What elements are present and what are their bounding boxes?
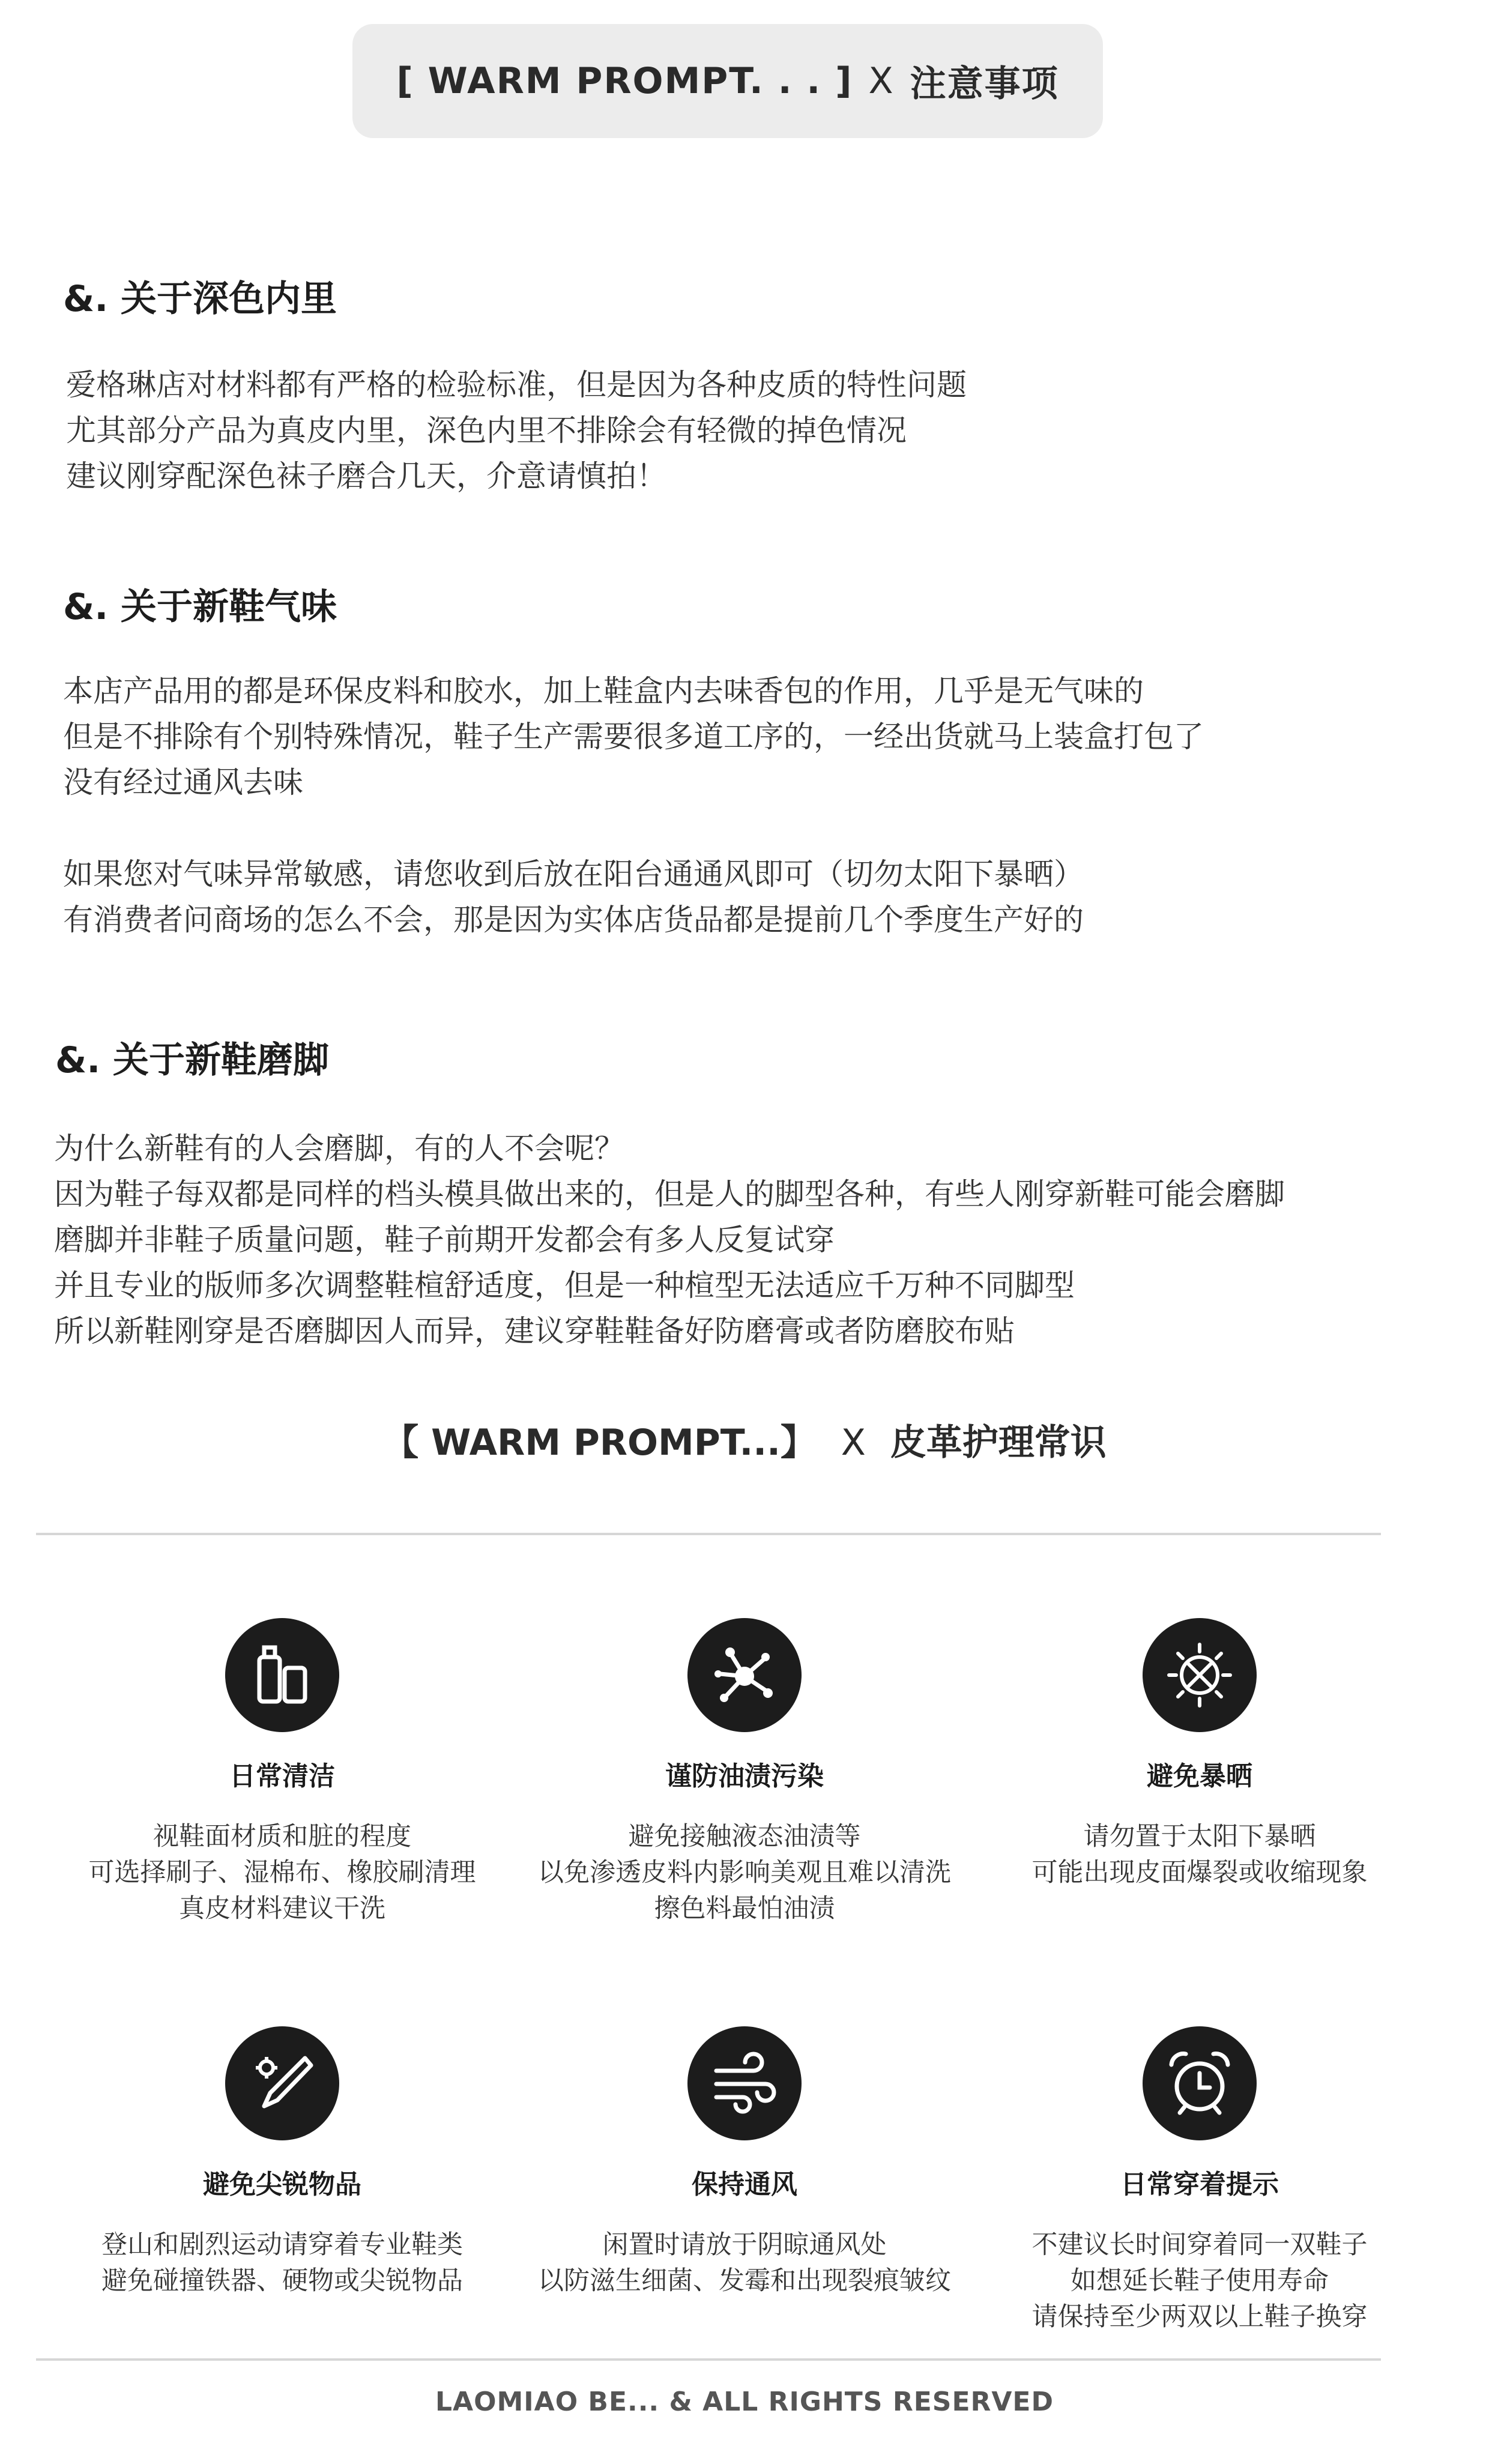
care-item-avoid-sun xyxy=(971,1618,1428,1891)
text-line: 并且专业的版师多次调整鞋楦舒适度，但是一种楦型无法适应千万种不同脚型 xyxy=(54,1268,1075,1303)
text-line: 建议刚穿配深色袜子磨合几天，介意请慎拍！ xyxy=(66,459,666,494)
banner-title: 注意事项 xyxy=(910,63,1059,105)
care-desc xyxy=(971,2227,1428,2335)
text-line: 有消费者问商场的怎么不会，那是因为实体店货品都是提前几个季度生产好的 xyxy=(63,902,1084,937)
section-title-new-shoe-rubbing: &. 关于新鞋磨脚 xyxy=(55,1039,330,1081)
section-text-dark-lining xyxy=(66,362,967,499)
wind-icon xyxy=(687,2026,802,2140)
desc-line: 闲置时请放于阴晾通风处 xyxy=(602,2230,887,2260)
care-desc xyxy=(516,1819,973,1927)
text-line: 磨脚并非鞋子质量问题，鞋子前期开发都会有多人反复试穿 xyxy=(54,1222,835,1257)
care-title: 谨防油渍污染 xyxy=(665,1761,824,1792)
desc-line: 如想延长鞋子使用寿命 xyxy=(1071,2266,1329,2296)
desc-line: 可能出现皮面爆裂或收缩现象 xyxy=(1031,1858,1368,1888)
care-desc xyxy=(516,2227,973,2299)
text-line: 因为鞋子每双都是同样的档头模具做出来的，但是人的脚型各种，有些人刚穿新鞋可能会磨脚 xyxy=(54,1177,1285,1212)
care-title: 日常穿着提示 xyxy=(1120,2169,1279,2200)
care-title: 日常清洁 xyxy=(229,1761,335,1792)
banner-prompt: [ WARM PROMPT. . . ] xyxy=(396,60,853,102)
section-text-new-shoe-smell xyxy=(63,668,1204,805)
desc-line: 请保持至少两双以上鞋子换穿 xyxy=(1031,2302,1368,2332)
divider xyxy=(36,1533,1381,1535)
desc-line: 可选择刷子、湿棉布、橡胶刷清理 xyxy=(88,1858,476,1888)
banner-x: X xyxy=(868,60,895,102)
care-item-daily-cleaning xyxy=(54,1618,510,1927)
section-text-new-shoe-smell-2 xyxy=(63,851,1084,943)
text-line: 爱格琳店对材料都有严格的检验标准，但是因为各种皮质的特性问题 xyxy=(66,367,967,402)
section-text-new-shoe-rubbing xyxy=(54,1126,1285,1354)
care-section-title xyxy=(0,1414,1489,1466)
care-title: 皮革护理常识 xyxy=(890,1422,1107,1464)
care-item-ventilation xyxy=(516,2026,973,2299)
care-desc xyxy=(54,1819,510,1927)
care-desc xyxy=(971,1819,1428,1891)
no-sun-icon xyxy=(1143,1618,1257,1732)
desc-line: 真皮材料建议干洗 xyxy=(179,1894,385,1924)
text-line: 本店产品用的都是环保皮料和胶水，加上鞋盒内去味香包的作用，几乎是无气味的 xyxy=(63,674,1144,708)
desc-line: 以免渗透皮料内影响美观且难以清洗 xyxy=(538,1858,951,1888)
care-item-oil-stain xyxy=(516,1618,973,1927)
care-title: 避免尖锐物品 xyxy=(203,2169,361,2200)
section-title-dark-lining: &. 关于深色内里 xyxy=(63,278,337,320)
desc-line: 擦色料最怕油渍 xyxy=(654,1894,835,1924)
alarm-clock-icon xyxy=(1143,2026,1257,2140)
desc-line: 登山和剧烈运动请穿着专业鞋类 xyxy=(101,2230,463,2260)
text-line: 尤其部分产品为真皮内里，深色内里不排除会有轻微的掉色情况 xyxy=(66,413,907,448)
care-item-avoid-sharp xyxy=(54,2026,510,2299)
care-x: X xyxy=(841,1422,866,1464)
text-line: 但是不排除有个别特殊情况，鞋子生产需要很多道工序的，一经出货就马上装盒打包了 xyxy=(63,719,1204,754)
care-prompt: 【 WARM PROMPT...】 xyxy=(382,1422,817,1464)
care-title: 避免暴晒 xyxy=(1147,1761,1252,1792)
text-line: 没有经过通风去味 xyxy=(63,765,303,800)
desc-line: 不建议长时间穿着同一双鞋子 xyxy=(1031,2230,1368,2260)
desc-line: 避免接触液态油渍等 xyxy=(628,1822,861,1852)
footer-divider xyxy=(36,2358,1381,2361)
care-desc xyxy=(54,2227,510,2299)
care-item-daily-wear xyxy=(971,2026,1428,2335)
desc-line: 视鞋面材质和脏的程度 xyxy=(153,1822,411,1852)
bottles-icon xyxy=(225,1618,339,1732)
text-line: 如果您对气味异常敏感，请您收到后放在阳台通通风即可（切勿太阳下暴晒） xyxy=(63,857,1084,892)
desc-line: 以防滋生细菌、发霉和出现裂痕皱纹 xyxy=(538,2266,951,2296)
footer-copyright: LAOMIAO BE... & ALL RIGHTS RESERVED xyxy=(435,2387,1054,2417)
text-line: 为什么新鞋有的人会磨脚，有的人不会呢？ xyxy=(54,1131,624,1166)
sharp-tools-icon xyxy=(225,2026,339,2140)
desc-line: 避免碰撞铁器、硬物或尖锐物品 xyxy=(101,2266,463,2296)
text-line: 所以新鞋刚穿是否磨脚因人而异，建议穿鞋鞋备好防磨膏或者防磨胶布贴 xyxy=(54,1314,1015,1348)
desc-line: 请勿置于太阳下暴晒 xyxy=(1083,1822,1316,1852)
section-title-new-shoe-smell: &. 关于新鞋气味 xyxy=(63,586,337,628)
warm-prompt-banner xyxy=(352,24,1103,138)
care-title: 保持通风 xyxy=(692,2169,797,2200)
splatter-icon xyxy=(687,1618,802,1732)
